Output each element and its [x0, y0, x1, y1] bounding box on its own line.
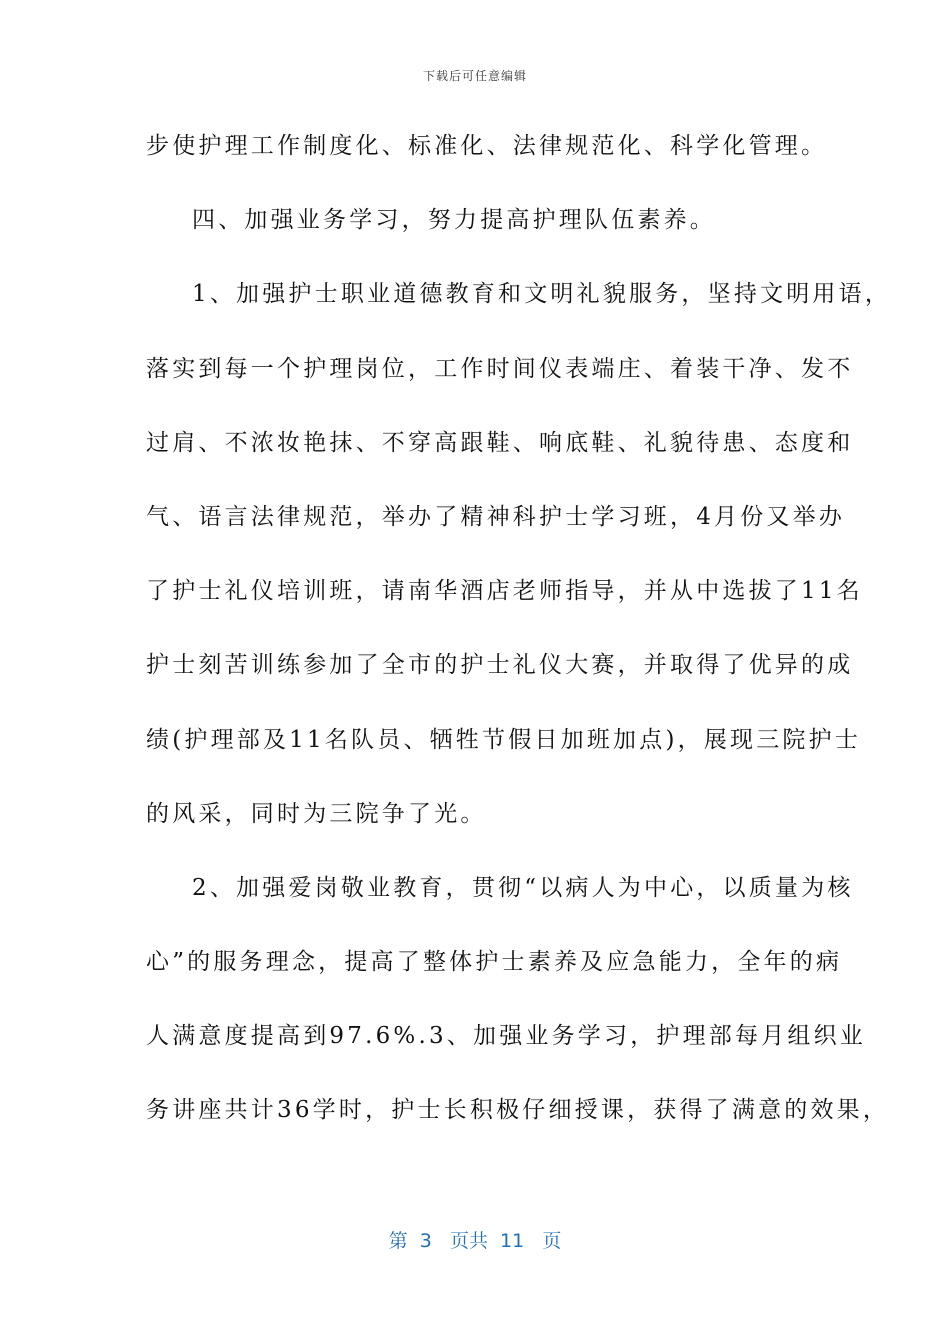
page-number-footer: 第 3 页共 11 页	[388, 1230, 562, 1252]
page-header: 下载后可任意编辑	[422, 69, 527, 83]
section-heading: 四、加强业务学习，努力提高护理队伍素养。	[192, 207, 716, 234]
text-line: 2、加强爱岗敬业教育，贯彻“以病人为中心，以质量为核	[192, 874, 854, 901]
text-line: 绩(护理部及11名队员、牺牲节假日加班加点)，展现三院护士	[146, 726, 862, 753]
text-line: 了护士礼仪培训班，请南华酒店老师指导，并从中选拔了11名	[146, 578, 863, 605]
text-line: 护士刻苦训练参加了全市的护士礼仪大赛，并取得了优异的成	[146, 652, 854, 679]
text-line: 心”的服务理念，提高了整体护士素养及应急能力，全年的病	[146, 949, 843, 976]
text-line: 的风采，同时为三院争了光。	[146, 800, 487, 827]
text-line: 气、语言法律规范，举办了精神科护士学习班，4月份又举办	[146, 503, 846, 530]
document-body	[146, 118, 892, 1157]
text-line: 过肩、不浓妆艳抹、不穿高跟鞋、响底鞋、礼貌待患、态度和	[146, 429, 854, 456]
text-line: 务讲座共计36学时，护士长积极仔细授课，获得了满意的效果，	[146, 1097, 890, 1124]
text-line: 1、加强护士职业道德教育和文明礼貌服务，坚持文明用语，	[192, 281, 892, 308]
text-line: 人满意度提高到97.6%.3、加强业务学习，护理部每月组织业	[146, 1023, 867, 1050]
text-line: 步使护理工作制度化、标准化、法律规范化、科学化管理。	[146, 133, 828, 159]
text-line: 落实到每一个护理岗位，工作时间仪表端庄、着装干净、发不	[146, 355, 854, 382]
